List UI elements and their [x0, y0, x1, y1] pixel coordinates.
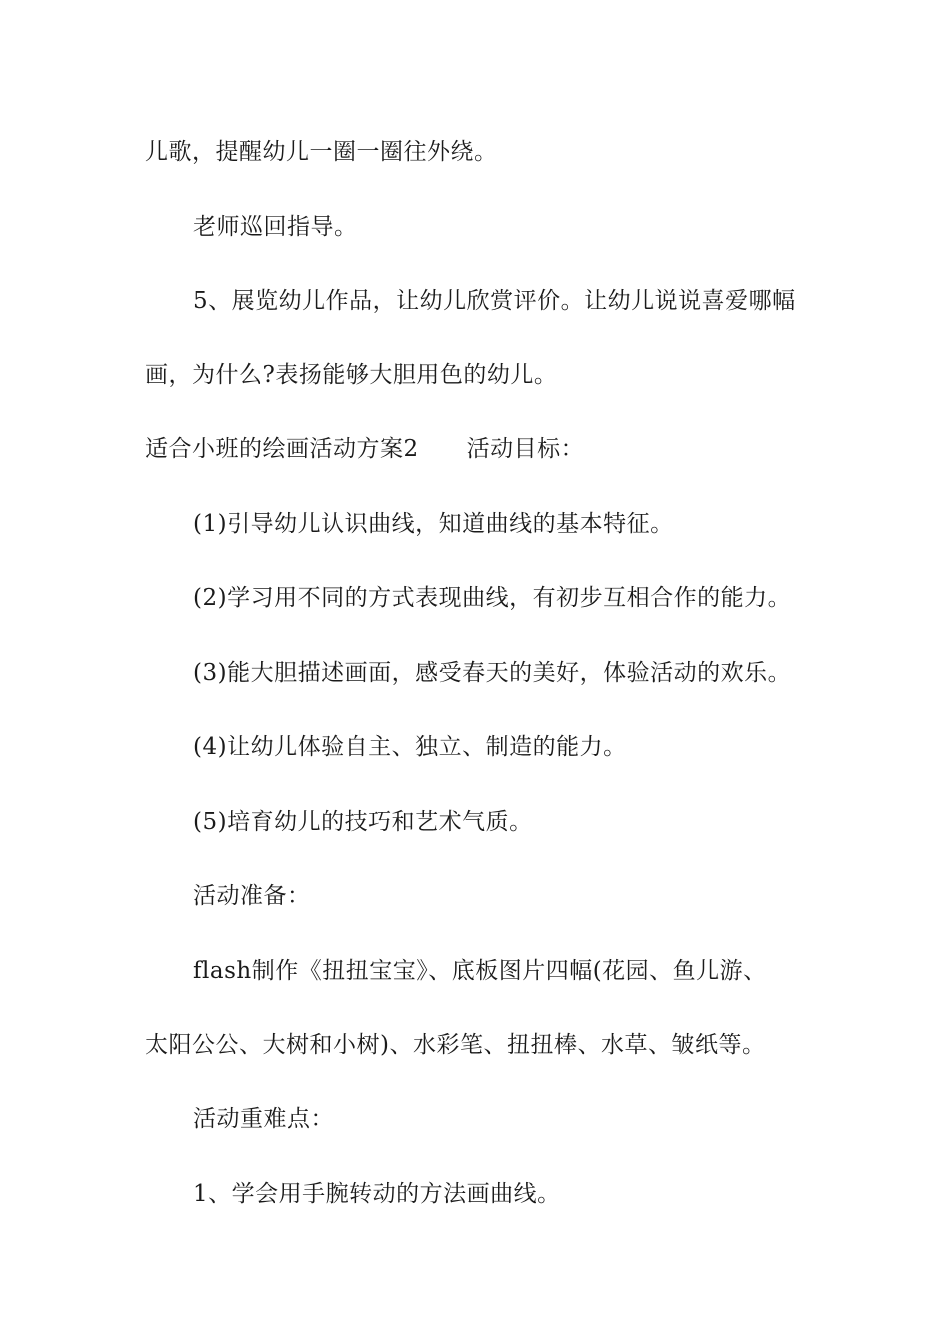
section-subheading: 活动重难点： — [193, 1106, 334, 1132]
section-subheading: 活动准备： — [193, 883, 311, 909]
section-heading-line — [145, 433, 584, 465]
list-item: (5)培育幼儿的技巧和艺术气质。 — [193, 809, 533, 835]
list-item: (2)学习用不同的方式表现曲线，有初步互相合作的能力。 — [193, 585, 792, 611]
paragraph-line: 儿歌，提醒幼儿一圈一圈往外绕。 — [145, 139, 498, 165]
paragraph-line: 太阳公公、大树和小树)、水彩笔、扭扭棒、水草、皱纸等。 — [145, 1032, 766, 1058]
list-item: (3)能大胆描述画面，感受春天的美好，体验活动的欢乐。 — [193, 660, 792, 686]
list-item: 1、学会用手腕转动的方法画曲线。 — [193, 1181, 561, 1207]
section-subheading: 活动目标： — [466, 436, 585, 462]
paragraph-line: flash制作《扭扭宝宝》、底板图片四幅(花园、鱼儿游、 — [193, 958, 767, 984]
list-item: (4)让幼儿体验自主、独立、制造的能力。 — [193, 734, 627, 760]
paragraph-line: 画，为什么?表扬能够大胆用色的幼儿。 — [145, 362, 558, 388]
paragraph-line: 老师巡回指导。 — [193, 214, 358, 240]
paragraph-line: 5、展览幼儿作品，让幼儿欣赏评价。让幼儿说说喜爱哪幅 — [193, 288, 796, 314]
section-title: 适合小班的绘画活动方案2 — [145, 436, 419, 462]
list-item: (1)引导幼儿认识曲线，知道曲线的基本特征。 — [193, 511, 674, 537]
